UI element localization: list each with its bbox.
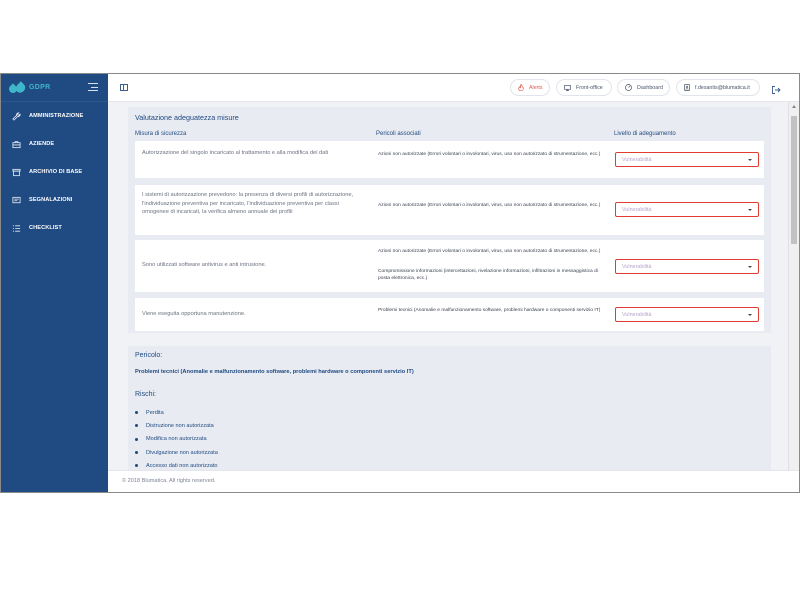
- risk-label: Divulgazione non autorizzata: [146, 449, 218, 456]
- dashboard-button[interactable]: [617, 79, 670, 96]
- danger-text: Azioni non autorizzate (Errori volontari o involontari, virus, uso non autorizzato di strumentazione, ecc.): [378, 203, 601, 208]
- risks-heading: Rischi:: [135, 391, 157, 398]
- scroll-up-icon[interactable]: [792, 105, 796, 108]
- sidebar-item-segnalazioni[interactable]: [1, 186, 108, 214]
- brand-name: GDPR: [29, 84, 51, 91]
- list-item: [135, 419, 218, 432]
- copyright-text: © 2018 Blumatica. All rights reserved.: [122, 478, 216, 484]
- danger-text: Compromissione informazioni (intercettazioni, rivelazione informazioni, infiltrazioni in messaggistica di posta elettronica, ecc.): [378, 269, 598, 281]
- table-row: [135, 141, 764, 178]
- alerts-label: Alerts: [529, 84, 543, 91]
- list-item: [135, 459, 218, 470]
- vertical-scrollbar[interactable]: [788, 102, 799, 470]
- front-office-label: Front-office: [576, 84, 603, 91]
- bullet-icon: [135, 438, 138, 441]
- sidebar-item-label: SEGNALAZIONI: [29, 197, 73, 203]
- main-content: [108, 102, 788, 470]
- list-item: [135, 433, 218, 446]
- danger-title: Problemi tecnici (Anomalie e malfunzionamento software, problemi hardware o componenti servizio IT): [135, 369, 414, 375]
- danger-card: [128, 346, 771, 470]
- list-item: [135, 446, 218, 459]
- fire-icon: [518, 84, 524, 91]
- measures-title: Valutazione adeguatezza misure: [135, 113, 239, 122]
- user-id-icon: [684, 84, 690, 91]
- measures-card: [128, 107, 771, 333]
- front-office-button[interactable]: [556, 79, 612, 96]
- column-header-measure: Misura di sicurezza: [135, 131, 187, 137]
- select-placeholder: Vulnerabilità: [622, 264, 652, 270]
- bullet-icon: [135, 424, 138, 427]
- danger-text: Problemi tecnici (Anomalie e malfunzionamento software, problemi hardware o componenti servizio IT): [378, 308, 601, 313]
- caret-down-icon: [748, 314, 752, 316]
- sidebar-item-label: CHECKLIST: [29, 225, 62, 231]
- sidebar-nav: [1, 102, 108, 242]
- caret-down-icon: [748, 209, 752, 211]
- user-email: f.desantis@blumatica.it: [695, 84, 750, 91]
- panel-toggle-icon[interactable]: [120, 84, 128, 91]
- bullet-icon: [135, 411, 138, 414]
- wrench-icon: [11, 111, 21, 121]
- danger-text: Azioni non autorizzate (Errori volontari o involontari, virus, uso non autorizzato di strumentazione, ecc.): [378, 152, 601, 157]
- bullet-icon: [135, 451, 138, 454]
- sidebar-item-label: AZIENDE: [29, 141, 55, 147]
- footer: [108, 470, 799, 492]
- adequacy-level-select[interactable]: [615, 259, 759, 274]
- select-placeholder: Vulnerabilità: [622, 207, 652, 213]
- sidebar-item-archivio[interactable]: [1, 158, 108, 186]
- scrollbar-thumb[interactable]: [791, 116, 797, 244]
- select-placeholder: Vulnerabilità: [622, 312, 652, 318]
- sidebar-item-checklist[interactable]: [1, 214, 108, 242]
- brand[interactable]: [1, 74, 108, 102]
- logout-icon[interactable]: [771, 82, 781, 92]
- measure-text: Sono utilizzati software antivirus e anti intrusione.: [142, 262, 267, 268]
- sidebar-item-label: AMMINISTRAZIONE: [29, 113, 84, 119]
- sidebar-item-label: ARCHIVIO DI BASE: [29, 169, 83, 175]
- adequacy-level-select[interactable]: [615, 307, 759, 322]
- checklist-icon: [11, 223, 21, 233]
- caret-down-icon: [748, 266, 752, 268]
- column-header-level: Livello di adeguamento: [614, 131, 676, 137]
- risk-label: Perdita: [146, 409, 164, 416]
- monitor-icon: [564, 85, 571, 91]
- user-menu-button[interactable]: [676, 79, 760, 96]
- logo-icon: [9, 82, 25, 94]
- risk-label: Modifica non autorizzata: [146, 436, 207, 443]
- gauge-icon: [625, 84, 632, 91]
- caret-down-icon: [748, 159, 752, 161]
- sidebar: [1, 74, 108, 492]
- topbar: [108, 74, 799, 102]
- risk-label: Accesso dati non autorizzato: [146, 462, 218, 469]
- danger-heading: Pericolo:: [135, 352, 163, 359]
- sidebar-item-aziende[interactable]: [1, 130, 108, 158]
- table-row: [135, 185, 764, 235]
- briefcase-icon: [11, 139, 21, 149]
- risks-list: [135, 406, 218, 470]
- bullet-icon: [135, 464, 138, 467]
- archive-icon: [11, 167, 21, 177]
- measure-text: I sistemi di autorizzazione prevedono: la presenza di diversi profili di autorizzazione, l'individuazione preventiva per incaricato, l'individuazione preventiva per classi omogenee di incaricati, la verifica almeno annuale dei profili: [142, 192, 354, 216]
- app-window: [0, 73, 800, 493]
- column-header-dangers: Pericoli associati: [376, 131, 421, 137]
- select-placeholder: Vulnerabilità: [622, 157, 652, 163]
- list-item: [135, 406, 218, 419]
- risk-label: Distruzione non autorizzata: [146, 422, 214, 429]
- adequacy-level-select[interactable]: [615, 202, 759, 217]
- hamburger-menu-icon[interactable]: [88, 83, 98, 91]
- table-row: [135, 240, 764, 292]
- measure-text: Viene eseguita opportuna manutenzione.: [142, 311, 246, 317]
- table-row: [135, 298, 764, 331]
- measure-text: Autorizzazione del singolo incaricato al trattamento e alla modifica dei dati: [142, 150, 329, 156]
- dashboard-label: Dashboard: [637, 84, 663, 91]
- message-icon: [11, 195, 21, 205]
- adequacy-level-select[interactable]: [615, 152, 759, 167]
- alerts-button[interactable]: [510, 79, 550, 96]
- danger-text: Azioni non autorizzate (Errori volontari o involontari, virus, uso non autorizzato di strumentazione, ecc.): [378, 249, 601, 254]
- sidebar-item-amministrazione[interactable]: [1, 102, 108, 130]
